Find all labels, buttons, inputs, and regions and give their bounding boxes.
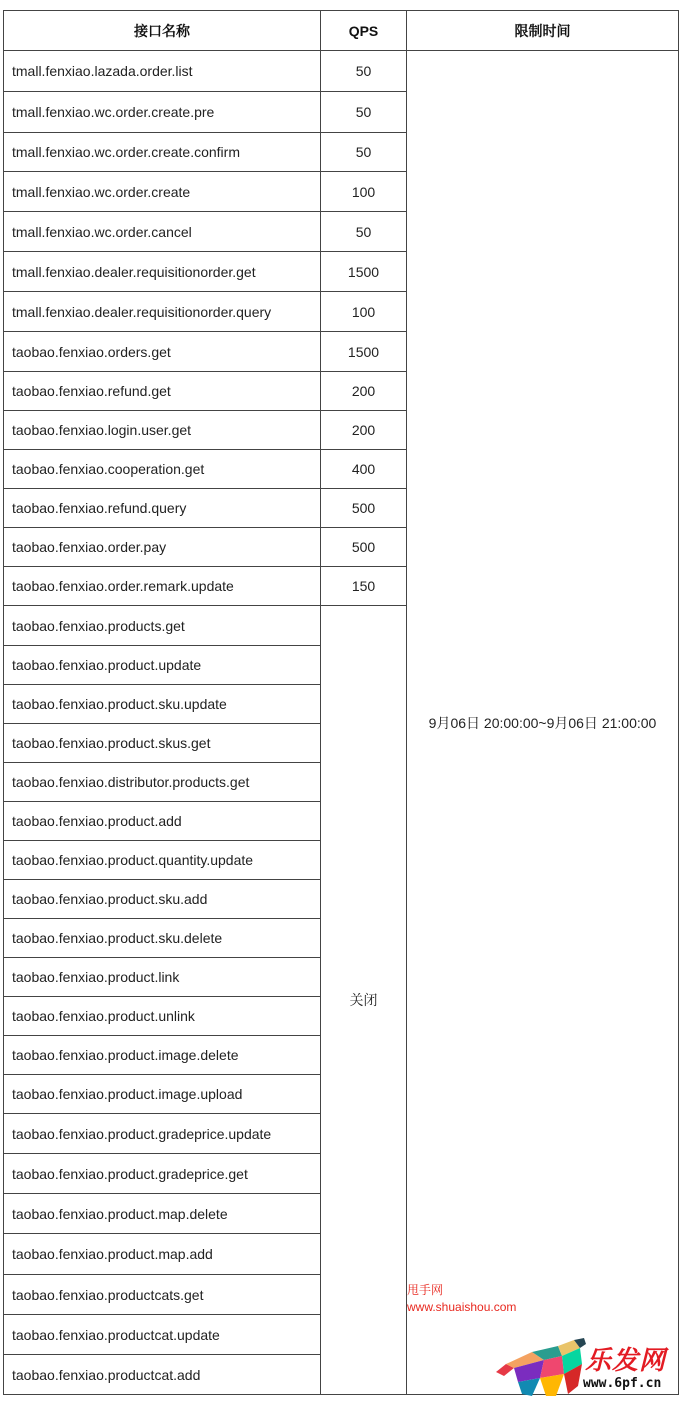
- api-name-cell: taobao.fenxiao.product.sku.add: [4, 880, 321, 919]
- api-name-cell: taobao.fenxiao.productcat.update: [4, 1315, 321, 1355]
- api-name-cell: taobao.fenxiao.product.map.delete: [4, 1194, 321, 1234]
- api-name-cell: tmall.fenxiao.wc.order.cancel: [4, 212, 321, 252]
- api-name-cell: tmall.fenxiao.wc.order.create.confirm: [4, 133, 321, 172]
- shuaishou-watermark: [407, 1282, 516, 1316]
- api-name-cell: taobao.fenxiao.orders.get: [4, 332, 321, 372]
- api-name-cell: taobao.fenxiao.product.quantity.update: [4, 841, 321, 880]
- api-name-cell: taobao.fenxiao.product.unlink: [4, 997, 321, 1036]
- api-name-cell: taobao.fenxiao.products.get: [4, 606, 321, 646]
- qps-cell: 100: [321, 172, 407, 212]
- qps-cell: 200: [321, 372, 407, 411]
- api-name-cell: taobao.fenxiao.product.map.add: [4, 1234, 321, 1275]
- api-name-cell: tmall.fenxiao.lazada.order.list: [4, 51, 321, 92]
- api-name-cell: taobao.fenxiao.refund.query: [4, 489, 321, 528]
- qps-cell: 50: [321, 212, 407, 252]
- api-name-cell: taobao.fenxiao.product.sku.delete: [4, 919, 321, 958]
- qps-cell: 50: [321, 51, 407, 92]
- header-name: 接口名称: [4, 11, 321, 51]
- api-limit-table: [3, 10, 679, 1395]
- api-name-cell: tmall.fenxiao.dealer.requisitionorder.query: [4, 292, 321, 332]
- qps-cell: 500: [321, 528, 407, 567]
- qps-closed-cell: 关闭: [321, 606, 407, 1395]
- api-name-cell: taobao.fenxiao.product.sku.update: [4, 685, 321, 724]
- header-time: 限制时间: [407, 11, 679, 51]
- api-name-cell: tmall.fenxiao.dealer.requisitionorder.get: [4, 252, 321, 292]
- table-row: [4, 51, 679, 92]
- qps-cell: 500: [321, 489, 407, 528]
- api-name-cell: taobao.fenxiao.product.image.delete: [4, 1036, 321, 1075]
- qps-cell: 150: [321, 567, 407, 606]
- api-name-cell: taobao.fenxiao.product.add: [4, 802, 321, 841]
- header-row: [4, 11, 679, 51]
- api-name-cell: taobao.fenxiao.cooperation.get: [4, 450, 321, 489]
- api-name-cell: taobao.fenxiao.order.pay: [4, 528, 321, 567]
- api-name-cell: taobao.fenxiao.order.remark.update: [4, 567, 321, 606]
- watermark-site-name: 甩手网: [407, 1283, 444, 1297]
- api-name-cell: taobao.fenxiao.refund.get: [4, 372, 321, 411]
- api-name-cell: taobao.fenxiao.product.gradeprice.update: [4, 1114, 321, 1154]
- watermark-site-url: www.shuaishou.com: [407, 1300, 517, 1314]
- qps-cell: 400: [321, 450, 407, 489]
- limit-time-cell: 9月06日 20:00:00~9月06日 21:00:00: [407, 51, 679, 1395]
- qps-cell: 100: [321, 292, 407, 332]
- qps-cell: 1500: [321, 252, 407, 292]
- api-name-cell: taobao.fenxiao.product.gradeprice.get: [4, 1154, 321, 1194]
- api-name-cell: taobao.fenxiao.product.link: [4, 958, 321, 997]
- api-name-cell: tmall.fenxiao.wc.order.create: [4, 172, 321, 212]
- api-name-cell: taobao.fenxiao.productcat.add: [4, 1355, 321, 1395]
- header-qps: QPS: [321, 11, 407, 51]
- logo-text: 乐发网: [585, 1346, 667, 1376]
- qps-cell: 200: [321, 411, 407, 450]
- api-name-cell: taobao.fenxiao.product.update: [4, 646, 321, 685]
- logo-url: www.6pf.cn: [583, 1376, 662, 1391]
- api-name-cell: tmall.fenxiao.wc.order.create.pre: [4, 92, 321, 133]
- api-name-cell: taobao.fenxiao.productcats.get: [4, 1275, 321, 1315]
- api-name-cell: taobao.fenxiao.product.skus.get: [4, 724, 321, 763]
- qps-cell: 50: [321, 92, 407, 133]
- api-name-cell: taobao.fenxiao.product.image.upload: [4, 1075, 321, 1114]
- qps-cell: 1500: [321, 332, 407, 372]
- api-name-cell: taobao.fenxiao.distributor.products.get: [4, 763, 321, 802]
- api-name-cell: taobao.fenxiao.login.user.get: [4, 411, 321, 450]
- qps-cell: 50: [321, 133, 407, 172]
